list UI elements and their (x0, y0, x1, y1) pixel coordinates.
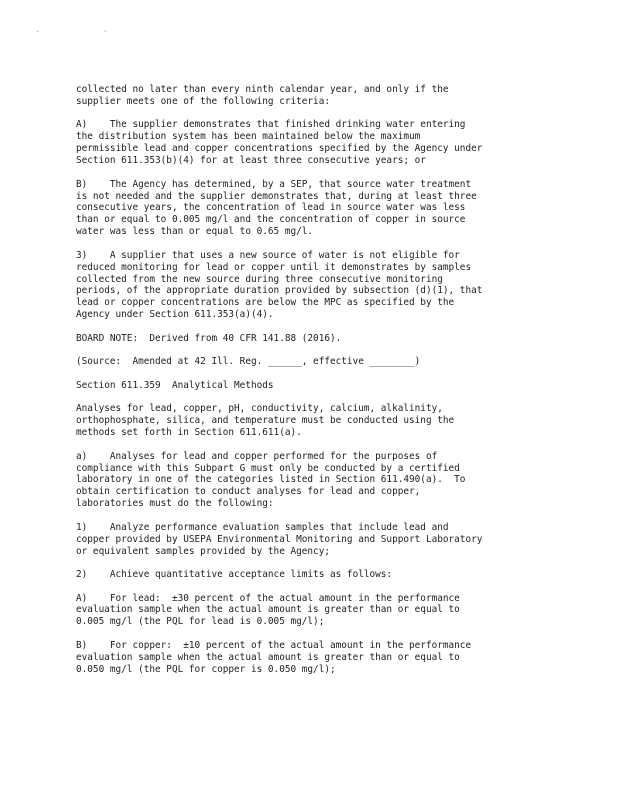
paragraph (76, 119, 556, 167)
text-line: 1) Analyze performance evaluation samples that include lead and (76, 521, 449, 533)
paragraph (76, 593, 556, 629)
text-line: Section 611.353(b)(4) for at least three consecutive years; or (76, 155, 426, 167)
document-body (76, 84, 556, 687)
text-line: methods set forth in Section 611.611(a). (76, 427, 302, 439)
text-line: permissible lead and copper concentrations specified by the Agency under (76, 143, 483, 155)
text-line: collected from the new source during three consecutive monitoring (76, 273, 443, 285)
text-line: reduced monitoring for lead or copper until it demonstrates by samples (76, 261, 472, 273)
paragraph (76, 522, 556, 558)
paragraph (76, 451, 556, 511)
text-line: 3) A supplier that uses a new source of water is not eligible for (76, 249, 460, 261)
paragraph (76, 380, 556, 392)
text-line: B) For copper: ±10 percent of the actual amount in the performance (76, 639, 472, 651)
text-line: or equivalent samples provided by the Agency; (76, 545, 330, 557)
text-line: evaluation sample when the actual amount is greater than or equal to (76, 651, 460, 663)
text-line: is not needed and the supplier demonstrates that, during at least three (76, 190, 477, 202)
text-line: collected no later than every ninth calendar year, and only if the (76, 84, 449, 95)
text-line: a) Analyses for lead and copper performed for the purposes of (76, 450, 438, 462)
paragraph (76, 640, 556, 676)
text-line: copper provided by USEPA Environmental Monitoring and Support Laboratory (76, 533, 483, 545)
paragraph (76, 403, 556, 439)
text-line: BOARD NOTE: Derived from 40 CFR 141.88 (2016). (76, 332, 342, 344)
page-specks: ' ' (36, 30, 137, 37)
text-line: lead or copper concentrations are below the MPC as specified by the (76, 297, 455, 309)
text-line: supplier meets one of the following criteria: (76, 95, 330, 107)
text-line: Analyses for lead, copper, pH, conductivity, calcium, alkalinity, (76, 403, 443, 415)
text-line: 2) Achieve quantitative acceptance limits as follows: (76, 569, 393, 581)
text-line: than or equal to 0.005 mg/l and the concentration of copper in source (76, 214, 466, 226)
text-line: consecutive years, the concentration of lead in source water was less (76, 202, 466, 214)
text-line: the distribution system has been maintained below the maximum (76, 131, 421, 143)
text-line: Agency under Section 611.353(a)(4). (76, 309, 274, 321)
text-line: A) For lead: ±30 percent of the actual amount in the performance (76, 592, 460, 604)
text-line: evaluation sample when the actual amount is greater than or equal to (76, 604, 460, 616)
text-line: B) The Agency has determined, by a SEP, that source water treatment (76, 178, 472, 190)
paragraph (76, 569, 556, 581)
text-line: A) The supplier demonstrates that finished drinking water entering (76, 119, 466, 131)
text-line: 0.050 mg/l (the PQL for copper is 0.050 mg/l); (76, 663, 336, 675)
paragraph (76, 356, 556, 368)
text-line: orthophosphate, silica, and temperature must be conducted using the (76, 415, 455, 427)
text-line: periods, of the appropriate duration provided by subsection (d)(1), that (76, 285, 483, 297)
paragraph (76, 250, 556, 321)
text-line: water was less than or equal to 0.65 mg/l. (76, 226, 314, 238)
text-line: Section 611.359 Analytical Methods (76, 379, 274, 391)
text-line: (Source: Amended at 42 Ill. Reg. ______, effective ________) (76, 356, 421, 368)
paragraph (76, 84, 556, 108)
paragraph (76, 179, 556, 239)
text-line: laboratory in one of the categories listed in Section 611.490(a). To (76, 474, 466, 486)
text-line: 0.005 mg/l (the PQL for lead is 0.005 mg/l); (76, 616, 325, 628)
paragraph (76, 333, 556, 345)
text-line: compliance with this Subpart G must only be conducted by a certified (76, 462, 460, 474)
text-line: laboratories must do the following: (76, 498, 274, 510)
text-line: obtain certification to conduct analyses for lead and copper, (76, 486, 421, 498)
